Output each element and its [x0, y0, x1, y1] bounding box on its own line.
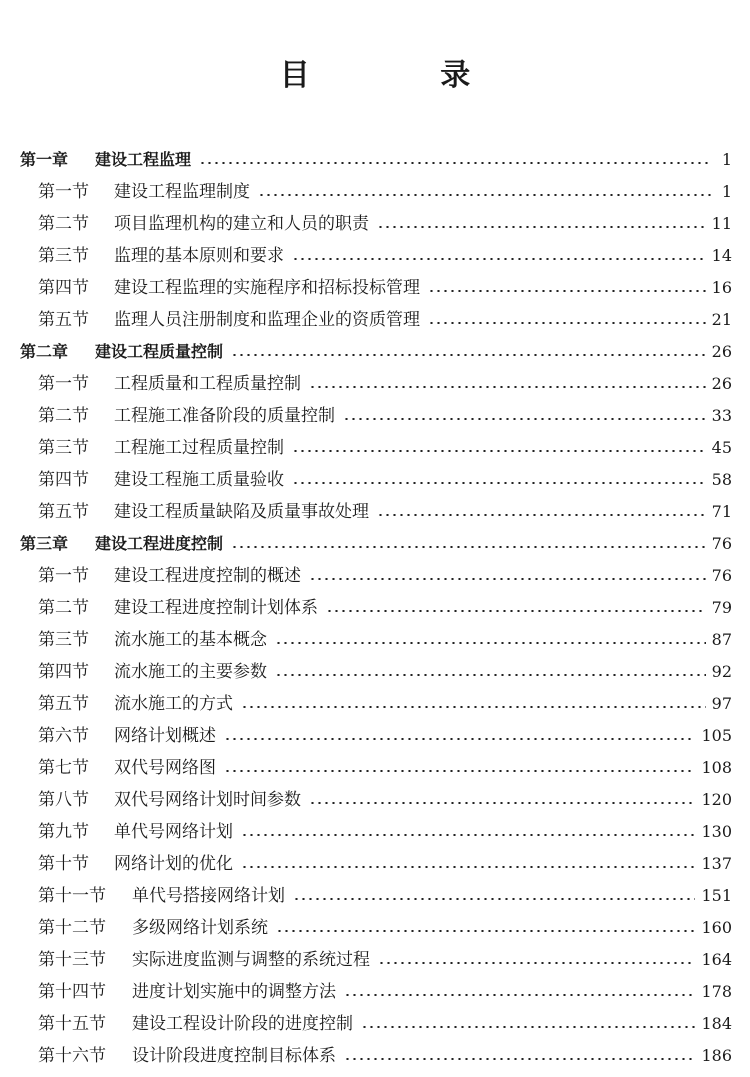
dot-leader	[309, 802, 695, 804]
dot-leader	[309, 386, 706, 388]
entry-title: 建设工程监理	[95, 150, 192, 169]
toc-section-entry[interactable]	[0, 176, 750, 208]
page-number: 108	[701, 758, 732, 777]
entry-title: 建设工程进度控制计划体系	[114, 598, 318, 618]
dot-leader	[377, 514, 706, 516]
page-number: 11	[711, 214, 732, 233]
entry-number: 第四节	[38, 662, 89, 682]
toc-section-entry[interactable]	[0, 784, 750, 816]
entry-number: 第一章	[20, 150, 69, 169]
entry-title: 流水施工的基本概念	[114, 630, 267, 650]
entry-number: 第三节	[38, 246, 89, 266]
entry-title: 建设工程施工质量验收	[114, 470, 284, 490]
toc-chapter-entry[interactable]	[0, 336, 750, 368]
dot-leader	[231, 546, 706, 548]
toc-section-entry[interactable]	[0, 208, 750, 240]
toc-section-entry[interactable]	[0, 656, 750, 688]
page-number: 79	[711, 598, 732, 617]
entry-title: 单代号搭接网络计划	[132, 886, 285, 906]
table-of-contents	[0, 144, 750, 1072]
entry-number: 第二节	[38, 406, 89, 426]
toc-section-entry[interactable]	[0, 400, 750, 432]
toc-section-entry[interactable]	[0, 912, 750, 944]
page-number: 33	[711, 406, 732, 425]
entry-title: 单代号网络计划	[114, 822, 233, 842]
entry-number: 第十三节	[38, 950, 106, 970]
entry-number: 第十一节	[38, 886, 106, 906]
page-number: 58	[711, 470, 732, 489]
dot-leader	[326, 610, 706, 612]
entry-number: 第十二节	[38, 918, 106, 938]
entry-title: 建设工程设计阶段的进度控制	[132, 1014, 353, 1034]
dot-leader	[224, 770, 695, 772]
page-number: 105	[701, 726, 732, 745]
entry-title: 建设工程监理的实施程序和招标投标管理	[114, 278, 420, 298]
page-number: 76	[711, 566, 732, 585]
entry-title: 建设工程进度控制	[95, 534, 224, 553]
entry-number: 第五节	[38, 502, 89, 522]
entry-title: 网络计划的优化	[114, 854, 233, 874]
entry-title: 工程施工过程质量控制	[114, 438, 284, 458]
dot-leader	[292, 450, 706, 452]
toc-section-entry[interactable]	[0, 720, 750, 752]
entry-title: 实际进度监测与调整的系统过程	[132, 950, 370, 970]
page-number: 14	[711, 246, 732, 265]
dot-leader	[241, 834, 695, 836]
toc-section-entry[interactable]	[0, 560, 750, 592]
entry-title: 进度计划实施中的调整方法	[132, 982, 336, 1002]
page-number: 1	[721, 150, 732, 169]
page-number: 130	[701, 822, 732, 841]
entry-title: 工程质量和工程质量控制	[114, 374, 301, 394]
page-number: 120	[701, 790, 732, 809]
dot-leader	[241, 866, 695, 868]
toc-section-entry[interactable]	[0, 624, 750, 656]
toc-section-entry[interactable]	[0, 1040, 750, 1072]
toc-section-entry[interactable]	[0, 848, 750, 880]
page-number: 178	[701, 982, 732, 1001]
entry-number: 第三章	[20, 534, 69, 553]
entry-title: 建设工程质量缺陷及质量事故处理	[114, 502, 369, 522]
entry-number: 第十四节	[38, 982, 106, 1002]
page-number: 137	[701, 854, 732, 873]
toc-section-entry[interactable]	[0, 464, 750, 496]
entry-number: 第八节	[38, 790, 89, 810]
dot-leader	[275, 642, 706, 644]
entry-title: 网络计划概述	[114, 726, 216, 746]
entry-number: 第五节	[38, 694, 89, 714]
dot-leader	[241, 706, 706, 708]
entry-number: 第二节	[38, 214, 89, 234]
entry-title: 流水施工的主要参数	[114, 662, 267, 682]
toc-chapter-entry[interactable]	[0, 144, 750, 176]
page-title: 目 录	[279, 58, 531, 93]
page-number: 87	[711, 630, 732, 649]
entry-number: 第九节	[38, 822, 89, 842]
dot-leader	[275, 674, 706, 676]
dot-leader	[344, 1058, 695, 1060]
dot-leader	[292, 258, 706, 260]
toc-section-entry[interactable]	[0, 1008, 750, 1040]
entry-number: 第二章	[20, 342, 69, 361]
toc-section-entry[interactable]	[0, 880, 750, 912]
page-number: 164	[701, 950, 732, 969]
entry-title: 建设工程质量控制	[95, 342, 224, 361]
page-number: 184	[701, 1014, 732, 1033]
entry-number: 第十六节	[38, 1046, 106, 1066]
toc-section-entry[interactable]	[0, 752, 750, 784]
dot-leader	[361, 1026, 695, 1028]
entry-title: 建设工程进度控制的概述	[114, 566, 301, 586]
page-number: 21	[711, 310, 732, 329]
page-number: 26	[711, 374, 732, 393]
entry-title: 监理的基本原则和要求	[114, 246, 284, 266]
dot-leader	[428, 322, 706, 324]
entry-title: 双代号网络计划时间参数	[114, 790, 301, 810]
entry-number: 第一节	[38, 182, 89, 202]
toc-section-entry[interactable]	[0, 272, 750, 304]
dot-leader	[199, 162, 712, 164]
page-number: 76	[711, 534, 732, 553]
entry-title: 建设工程监理制度	[114, 182, 250, 202]
entry-title: 设计阶段进度控制目标体系	[132, 1046, 336, 1066]
toc-section-entry[interactable]	[0, 432, 750, 464]
entry-number: 第三节	[38, 438, 89, 458]
entry-number: 第十节	[38, 854, 89, 874]
entry-number: 第三节	[38, 630, 89, 650]
entry-number: 第七节	[38, 758, 89, 778]
toc-section-entry[interactable]	[0, 368, 750, 400]
page-number: 97	[711, 694, 732, 713]
entry-title: 监理人员注册制度和监理企业的资质管理	[114, 310, 420, 330]
entry-number: 第十五节	[38, 1014, 106, 1034]
toc-section-entry[interactable]	[0, 944, 750, 976]
entry-number: 第一节	[38, 566, 89, 586]
entry-number: 第一节	[38, 374, 89, 394]
toc-section-entry[interactable]	[0, 304, 750, 336]
page-number: 45	[711, 438, 732, 457]
dot-leader	[292, 482, 706, 484]
dot-leader	[344, 994, 695, 996]
entry-number: 第四节	[38, 278, 89, 298]
toc-chapter-entry[interactable]	[0, 528, 750, 560]
entry-number: 第六节	[38, 726, 89, 746]
dot-leader	[293, 898, 695, 900]
dot-leader	[378, 962, 695, 964]
dot-leader	[428, 290, 706, 292]
page-number: 71	[711, 502, 732, 521]
dot-leader	[276, 930, 695, 932]
page-number: 160	[701, 918, 732, 937]
dot-leader	[231, 354, 706, 356]
toc-section-entry[interactable]	[0, 240, 750, 272]
page-number: 26	[711, 342, 732, 361]
page-number: 186	[701, 1046, 732, 1065]
dot-leader	[224, 738, 695, 740]
page-number: 16	[711, 278, 732, 297]
page-number: 1	[721, 182, 732, 201]
entry-title: 工程施工准备阶段的质量控制	[114, 406, 335, 426]
dot-leader	[377, 226, 706, 228]
entry-title: 多级网络计划系统	[132, 918, 268, 938]
dot-leader	[258, 194, 712, 196]
page-number: 151	[701, 886, 732, 905]
entry-number: 第四节	[38, 470, 89, 490]
dot-leader	[309, 578, 706, 580]
toc-section-entry[interactable]	[0, 976, 750, 1008]
entry-title: 项目监理机构的建立和人员的职责	[114, 214, 369, 234]
toc-section-entry[interactable]	[0, 592, 750, 624]
dot-leader	[343, 418, 706, 420]
toc-section-entry[interactable]	[0, 496, 750, 528]
entry-title: 双代号网络图	[114, 758, 216, 778]
toc-section-entry[interactable]	[0, 816, 750, 848]
toc-section-entry[interactable]	[0, 688, 750, 720]
entry-number: 第二节	[38, 598, 89, 618]
entry-number: 第五节	[38, 310, 89, 330]
page-number: 92	[711, 662, 732, 681]
entry-title: 流水施工的方式	[114, 694, 233, 714]
